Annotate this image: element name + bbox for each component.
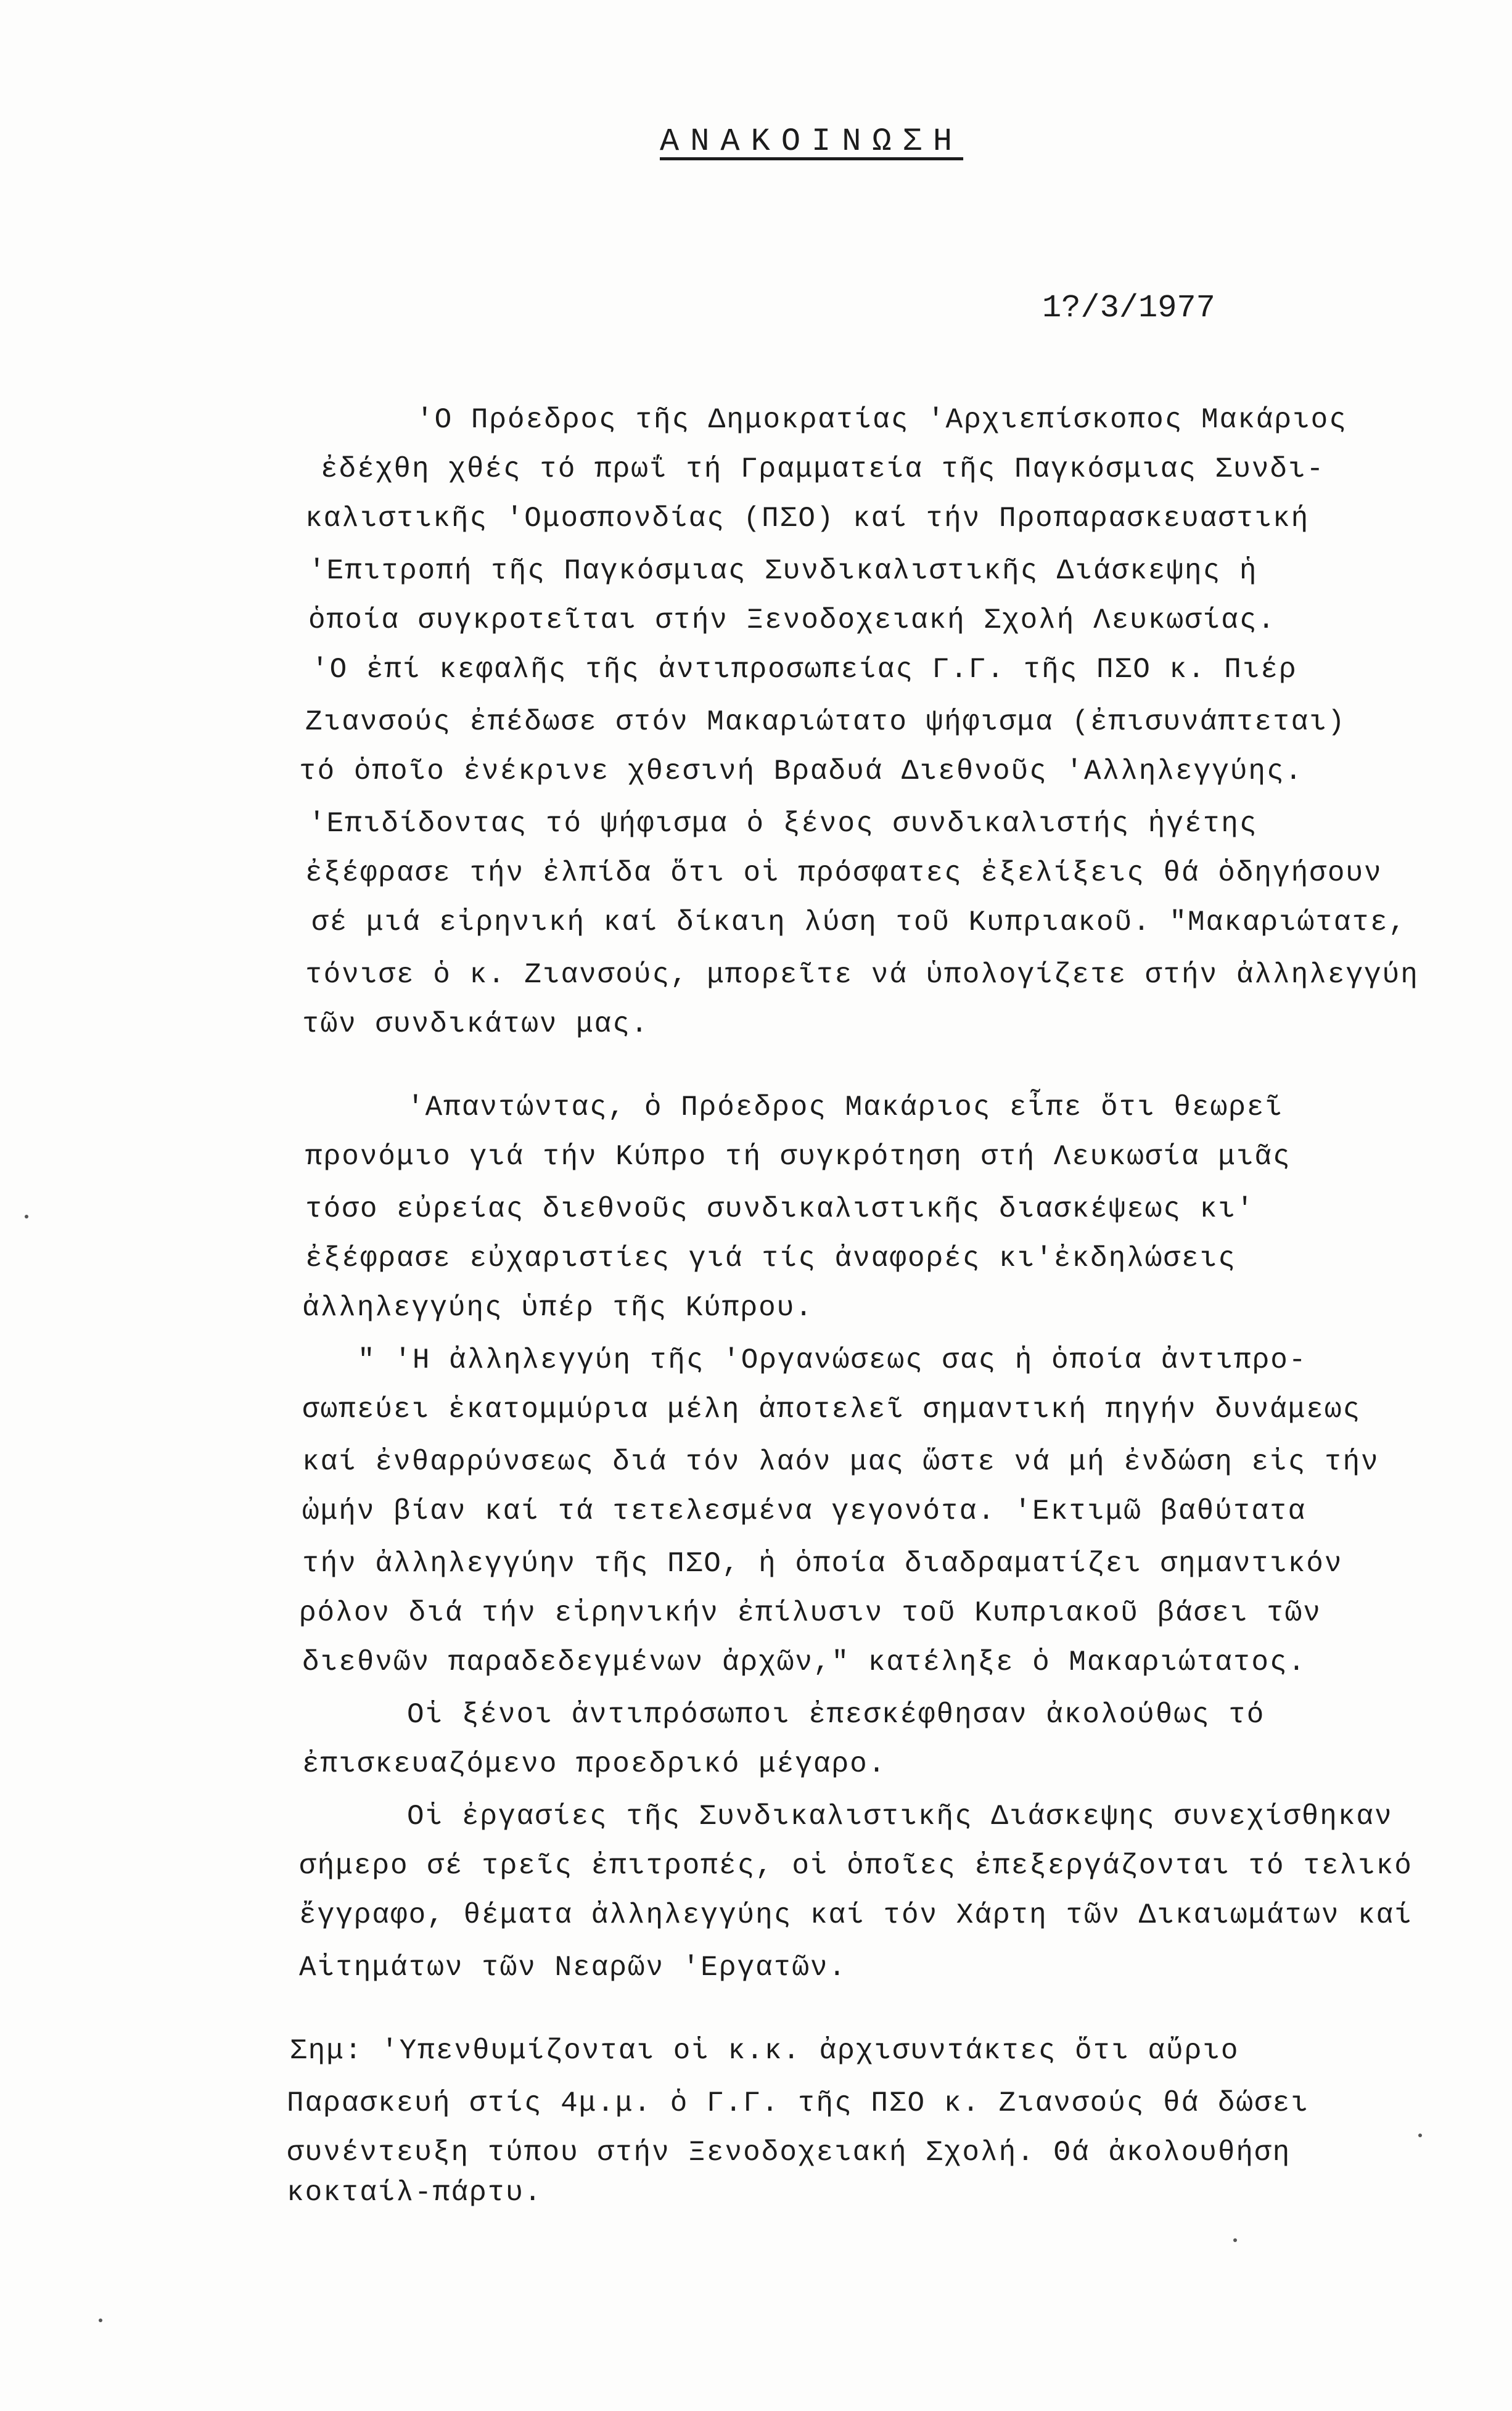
note-line: κοκταίλ-πάρτυ.	[287, 2177, 543, 2209]
text-line: τήν ἀλληλεγγύην τῆς ΠΣΟ, ἡ ὁποία διαδραματίζει σημαντικόν	[302, 1548, 1343, 1580]
text-line: ἐδέχθη χθές τό πρωΐ τή Γραμματεία τῆς Παγκόσμιας Συνδι-	[321, 453, 1325, 485]
text-line: ρόλον διά τήν εἰρηνικήν ἐπίλυσιν τοῦ Κυπριακοῦ βάσει τῶν	[299, 1597, 1321, 1629]
text-line: 'Ο ἐπί κεφαλῆς τῆς ἀντιπροσωπείας Γ.Γ. τῆς ΠΣΟ κ. Πιέρ	[311, 654, 1297, 686]
document-date: 1?/3/1977	[1042, 290, 1215, 326]
text-line: τό ὁποῖο ἐνέκρινε χθεσινή Βραδυά Διεθνοῦς 'Αλληλεγγύης.	[299, 755, 1304, 787]
scan-speck	[1418, 2134, 1422, 2137]
text-line: 'Απαντώντας, ὁ Πρόεδρος Μακάριος εἶπε ὅτι θεωρεῖ	[407, 1091, 1284, 1123]
document-title: ΑΝΑΚΟΙΝΩΣΗ	[660, 123, 964, 160]
text-line: ὠμήν βίαν καί τά τετελεσμένα γεγονότα. 'Εκτιμῶ βαθύτατα	[302, 1495, 1307, 1527]
text-line: καλιστικῆς 'Ομοσπονδίας (ΠΣΟ) καί τήν Προπαρασκευαστική	[305, 503, 1310, 535]
text-line: " 'Η ἀλληλεγγύη τῆς 'Οργανώσεως σας ἡ ὁποία ἀντιπρο-	[358, 1344, 1307, 1376]
text-line: ἀλληλεγγύης ὑπέρ τῆς Κύπρου.	[302, 1292, 813, 1324]
text-line: ἔγγραφο, θέματα ἀλληλεγγύης καί τόν Χάρτη τῶν Δικαιωμάτων καί	[299, 1899, 1413, 1931]
text-line: τόσο εὐρείας διεθνοῦς συνδικαλιστικῆς διασκέψεως κι'	[305, 1193, 1255, 1225]
text-line: προνόμιο γιά τήν Κύπρο τή συγκρότηση στή Λευκωσία μιᾶς	[305, 1141, 1291, 1173]
text-line: 'Επιδίδοντας τό ψήφισμα ὁ ξένος συνδικαλιστής ἡγέτης	[308, 808, 1258, 840]
text-line: Οἱ ξένοι ἀντιπρόσωποι ἐπεσκέφθησαν ἀκολούθως τό	[407, 1699, 1265, 1731]
text-line: Αἰτημάτων τῶν Νεαρῶν 'Εργατῶν.	[299, 1952, 847, 1984]
text-line: σέ μιά εἰρηνική καί δίκαιη λύση τοῦ Κυπριακοῦ. "Μακαριώτατε,	[311, 906, 1407, 939]
text-line: τόνισε ὁ κ. Ζιανσούς, μπορεῖτε νά ὑπολογίζετε στήν ἀλληλεγγύη	[305, 959, 1419, 991]
scan-speck	[99, 2319, 102, 2322]
text-line: καί ἐνθαρρύνσεως διά τόν λαόν μας ὥστε νά μή ἐνδώση εἰς τήν	[302, 1446, 1379, 1478]
scan-speck	[25, 1215, 28, 1218]
text-line: 'Επιτροπή τῆς Παγκόσμιας Συνδικαλιστικῆς Διάσκεψης ἡ	[308, 555, 1258, 587]
text-line: ἐξέφρασε εὐχαριστίες γιά τίς ἀναφορές κι'ἐκδηλώσεις	[305, 1242, 1236, 1275]
note-line: Σημ: 'Υπενθυμίζονται οἱ κ.κ. ἀρχισυντάκτες ὅτι αὔριο	[290, 2035, 1239, 2067]
text-line: ἐπισκευαζόμενο προεδρικό μέγαρο.	[302, 1748, 887, 1780]
text-line: διεθνῶν παραδεδεγμένων ἀρχῶν," κατέληξε ὁ Μακαριώτατος.	[302, 1646, 1307, 1678]
text-line: τῶν συνδικάτων μας.	[302, 1008, 649, 1040]
note-line: Παρασκευή στίς 4μ.μ. ὁ Γ.Γ. τῆς ΠΣΟ κ. Ζιανσούς θά δώσει	[287, 2087, 1309, 2119]
text-line: σωπεύει ἑκατομμύρια μέλη ἀποτελεῖ σημαντική πηγήν δυνάμεως	[302, 1394, 1362, 1426]
text-line: ὁποία συγκροτεῖται στήν Ξενοδοχειακή Σχολή Λευκωσίας.	[308, 604, 1276, 636]
text-line: σήμερο σέ τρεῖς ἐπιτροπές, οἱ ὁποῖες ἐπεξεργάζονται τό τελικό	[299, 1850, 1413, 1882]
scan-speck	[1233, 2238, 1237, 2242]
text-line: Οἱ ἐργασίες τῆς Συνδικαλιστικῆς Διάσκεψης συνεχίσθηκαν	[407, 1801, 1393, 1833]
note-line: συνέντευξη τύπου στήν Ξενοδοχειακή Σχολή. Θά ἀκολουθήση	[287, 2137, 1291, 2169]
text-line: Ζιανσούς ἐπέδωσε στόν Μακαριώτατο ψήφισμα (ἐπισυνάπτεται)	[305, 706, 1346, 738]
text-line: ἐξέφρασε τήν ἐλπίδα ὅτι οἱ πρόσφατες ἐξελίξεις θά ὁδηγήσουν	[305, 857, 1383, 889]
text-line: 'Ο Πρόεδρος τῆς Δημοκρατίας 'Αρχιεπίσκοπος Μακάριος	[416, 404, 1347, 436]
